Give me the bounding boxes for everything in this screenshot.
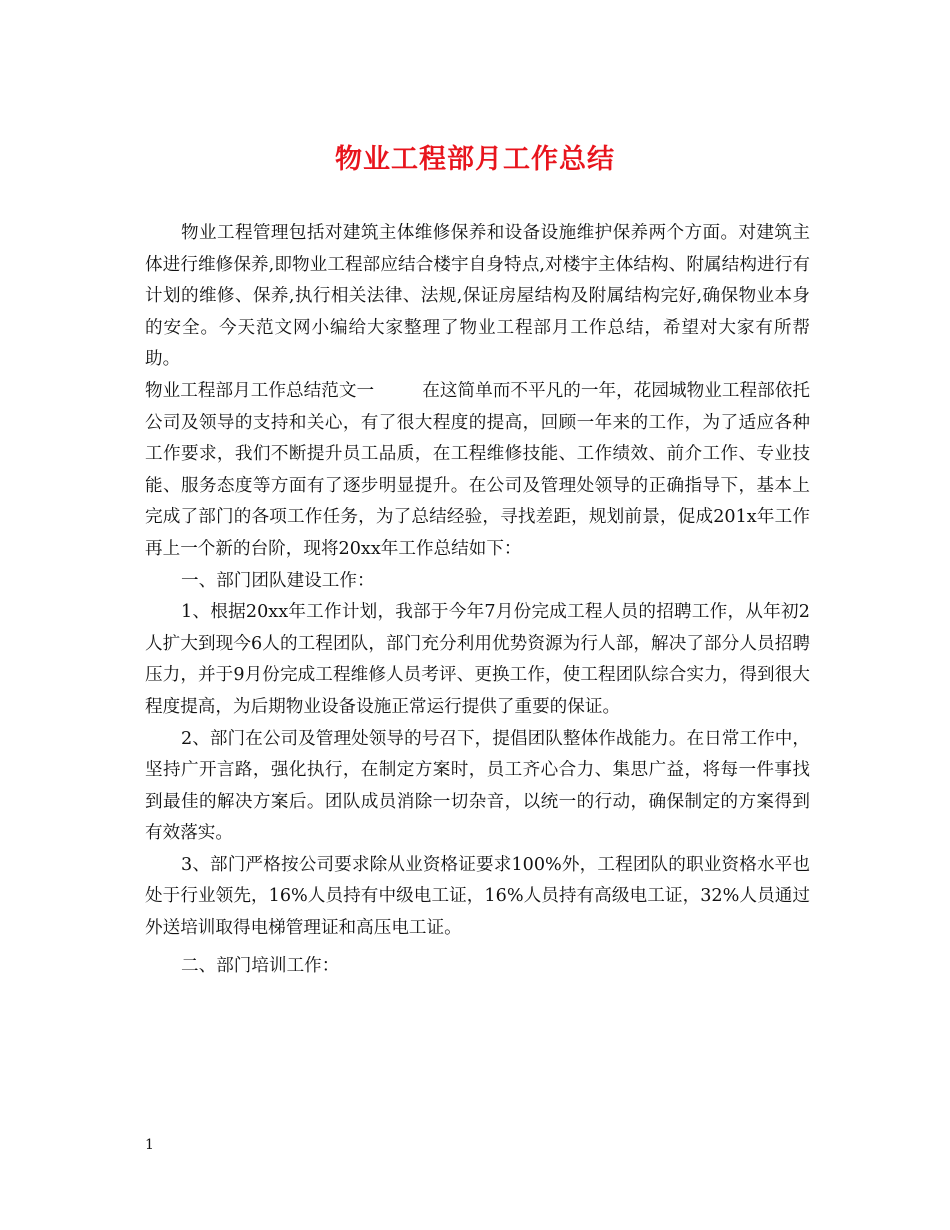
sample-paragraph [145,376,810,566]
sample-heading: 物业工程部月工作总结范文一 [145,380,375,401]
team-item-1: 1、根据20xx年工作计划，我部于今年7月份完成工程人员的招聘工作，从年初2人扩大到现今6人的工程团队，部门充分利用优势资源为行人部，解决了部分人员招聘压力，并于9月份完成工程维修人员考评、更换工作，使工程团队综合实力，得到很大程度提高，为后期物业设备设施正常运行提供了重要的保证。 [145,602,810,717]
section-heading-training: 二、部门培训工作： [181,955,340,976]
section-heading-team: 一、部门团队建设工作： [181,570,375,591]
document-title: 物业工程部月工作总结 [335,144,615,175]
document-body [145,218,810,982]
sample-opening-text: 在这简单而不平凡的一年，花园城物业工程部依托公司及领导的支持和关心，有了很大程度的提高，回顾一年来的工作，为了适应各种工作要求，我们不断提升员工品质，在工程维修技能、工作绩效、前介工作、专业技能、服务态度等方面有了逐步明显提升。在公司及管理处领导的正确指导下，基本上完成了部门的各项工作任务，为了总结经验，寻找差距，规划前景，促成201x年工作再上一个新的台阶，现将20xx年工作总结如下： [145,380,810,559]
team-item-2: 2、部门在公司及管理处领导的号召下，提倡团队整体作战能力。在日常工作中，坚持广开言路，强化执行，在制定方案时，员工齐心合力、集思广益，将每一件事找到最佳的解决方案后。团队成员消除一切杂音，以统一的行动，确保制定的方案得到有效落实。 [145,728,810,844]
intro-paragraph: 物业工程管理包括对建筑主体维修保养和设备设施维护保养两个方面。对建筑主体进行维修保养,即物业工程部应结合楼宇自身特点,对楼宇主体结构、附属结构进行有计划的维修、保养,执行相关法律、法规,保证房屋结构及附属结构完好,确保物业本身的安全。今天范文网小编给大家整理了物业工程部月工作总结，希望对大家有所帮助。 [145,223,810,370]
team-item-3: 3、部门严格按公司要求除从业资格证要求100%外，工程团队的职业资格水平也处于行业领先，16%人员持有中级电工证，16%人员持有高级电工证，32%人员通过外送培训取得电梯管理证和高压电工证。 [145,854,810,939]
page-number: 1 [145,1137,154,1153]
